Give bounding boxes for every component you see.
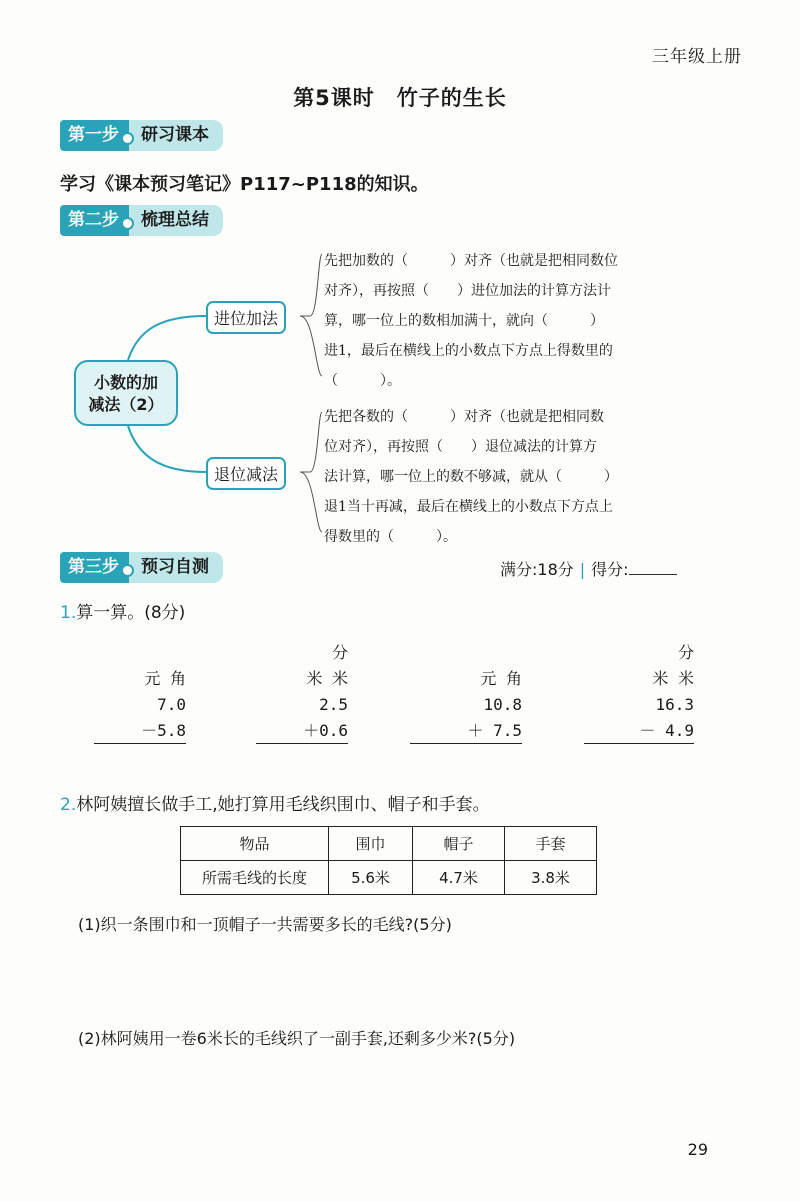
center-line-2: 减法（2） [88, 395, 164, 414]
table-header-row [181, 827, 597, 861]
table-cell: 5.6米 [329, 861, 413, 895]
table-cell: 4.7米 [413, 861, 505, 895]
step1-text: 学习《课本预习笔记》P117~P118的知识。 [60, 174, 429, 195]
question-2-part-1: (1)织一条围巾和一顶帽子一共需要多长的毛线?(5分) [78, 915, 452, 934]
table-cell: 3.8米 [505, 861, 597, 895]
step1-name: 研习课本 [129, 120, 223, 151]
score-label: 得分: [591, 560, 629, 579]
calc-problem-1 [94, 640, 186, 744]
step2-name: 梳理总结 [129, 205, 223, 236]
carry-addition-text [324, 246, 704, 396]
text-line: （ ）。 [324, 373, 401, 389]
table-header-cell: 帽子 [413, 827, 505, 861]
units: 米 米 [306, 669, 348, 688]
branch-carry-addition: 进位加法 [206, 301, 286, 334]
operand: ＋0.6 [256, 718, 348, 744]
table-header-cell: 围巾 [329, 827, 413, 861]
question-text: 林阿姨擅长做手工,她打算用毛线织围巾、帽子和手套。 [76, 795, 490, 815]
operand: ＋ 7.5 [410, 718, 522, 744]
step3-tag: 第三步 [60, 552, 129, 583]
table-cell: 所需毛线的长度 [181, 861, 329, 895]
top-number: 2.5 [319, 695, 348, 714]
text-line: 进1，最后在横线上的小数点下方点上得数里的 [324, 343, 613, 359]
text-line: 位对齐），再按照（ ）退位减法的计算方 [324, 439, 597, 455]
question-2-part-2: (2)林阿姨用一卷6米长的毛线织了一副手套,还剩多少米?(5分) [78, 1029, 516, 1048]
operand: － 4.9 [584, 718, 694, 744]
top-number: 16.3 [655, 695, 694, 714]
question-1 [60, 598, 185, 623]
table-header-cell: 物品 [181, 827, 329, 861]
mind-map-center [74, 360, 178, 426]
score-box: 满分:18分 | 得分: [500, 557, 677, 580]
top-number: 10.8 [483, 695, 522, 714]
lesson-title: 第5课时 竹子的生长 [293, 86, 507, 110]
mind-map [0, 240, 800, 550]
step2-banner [60, 205, 223, 236]
score-blank[interactable] [629, 574, 677, 575]
grade-label: 三年级上册 [652, 47, 742, 67]
units: 米 米 [652, 669, 694, 688]
text-line: 对齐），再按照（ ）进位加法的计算方法计 [324, 283, 611, 299]
unit-top [410, 640, 522, 666]
unit-top: 分 [677, 643, 694, 662]
table-row [181, 861, 597, 895]
branch-borrow-subtraction: 退位减法 [206, 457, 286, 490]
step1-tag: 第一步 [60, 120, 129, 151]
text-line: 法计算，哪一位上的数不够减，就从（ ） [324, 469, 618, 485]
page-number: 29 [687, 1140, 708, 1159]
calc-problem-2 [256, 640, 348, 744]
units: 元 角 [144, 669, 186, 688]
calc-problem-4 [584, 640, 694, 744]
unit-top: 分 [331, 643, 348, 662]
question-text: 算一算。(8分) [76, 603, 186, 623]
borrow-subtraction-text [324, 402, 704, 552]
text-line: 退1当十再减，最后在横线上的小数点下方点上 [324, 499, 613, 515]
text-line: 先把各数的（ ）对齐（也就是把相同数 [324, 409, 604, 425]
step1-banner [60, 120, 223, 151]
yarn-table [180, 826, 597, 895]
table-header-cell: 手套 [505, 827, 597, 861]
question-number: 1. [60, 603, 77, 623]
operand: －5.8 [94, 718, 186, 744]
units: 元 角 [480, 669, 522, 688]
center-line-1: 小数的加 [93, 373, 158, 392]
text-line: 先把加数的（ ）对齐（也就是把相同数位 [324, 253, 618, 269]
text-line: 得数里的（ ）。 [324, 529, 457, 545]
question-2 [60, 790, 490, 815]
step3-name: 预习自测 [129, 552, 223, 583]
question-number: 2. [60, 795, 77, 815]
full-score: 满分:18分 [500, 560, 574, 579]
step2-tag: 第二步 [60, 205, 129, 236]
text-line: 算，哪一位上的数相加满十，就向（ ） [324, 313, 604, 329]
calc-problem-3 [410, 640, 522, 744]
top-number: 7.0 [157, 695, 186, 714]
unit-top [94, 640, 186, 666]
step3-banner [60, 552, 223, 583]
